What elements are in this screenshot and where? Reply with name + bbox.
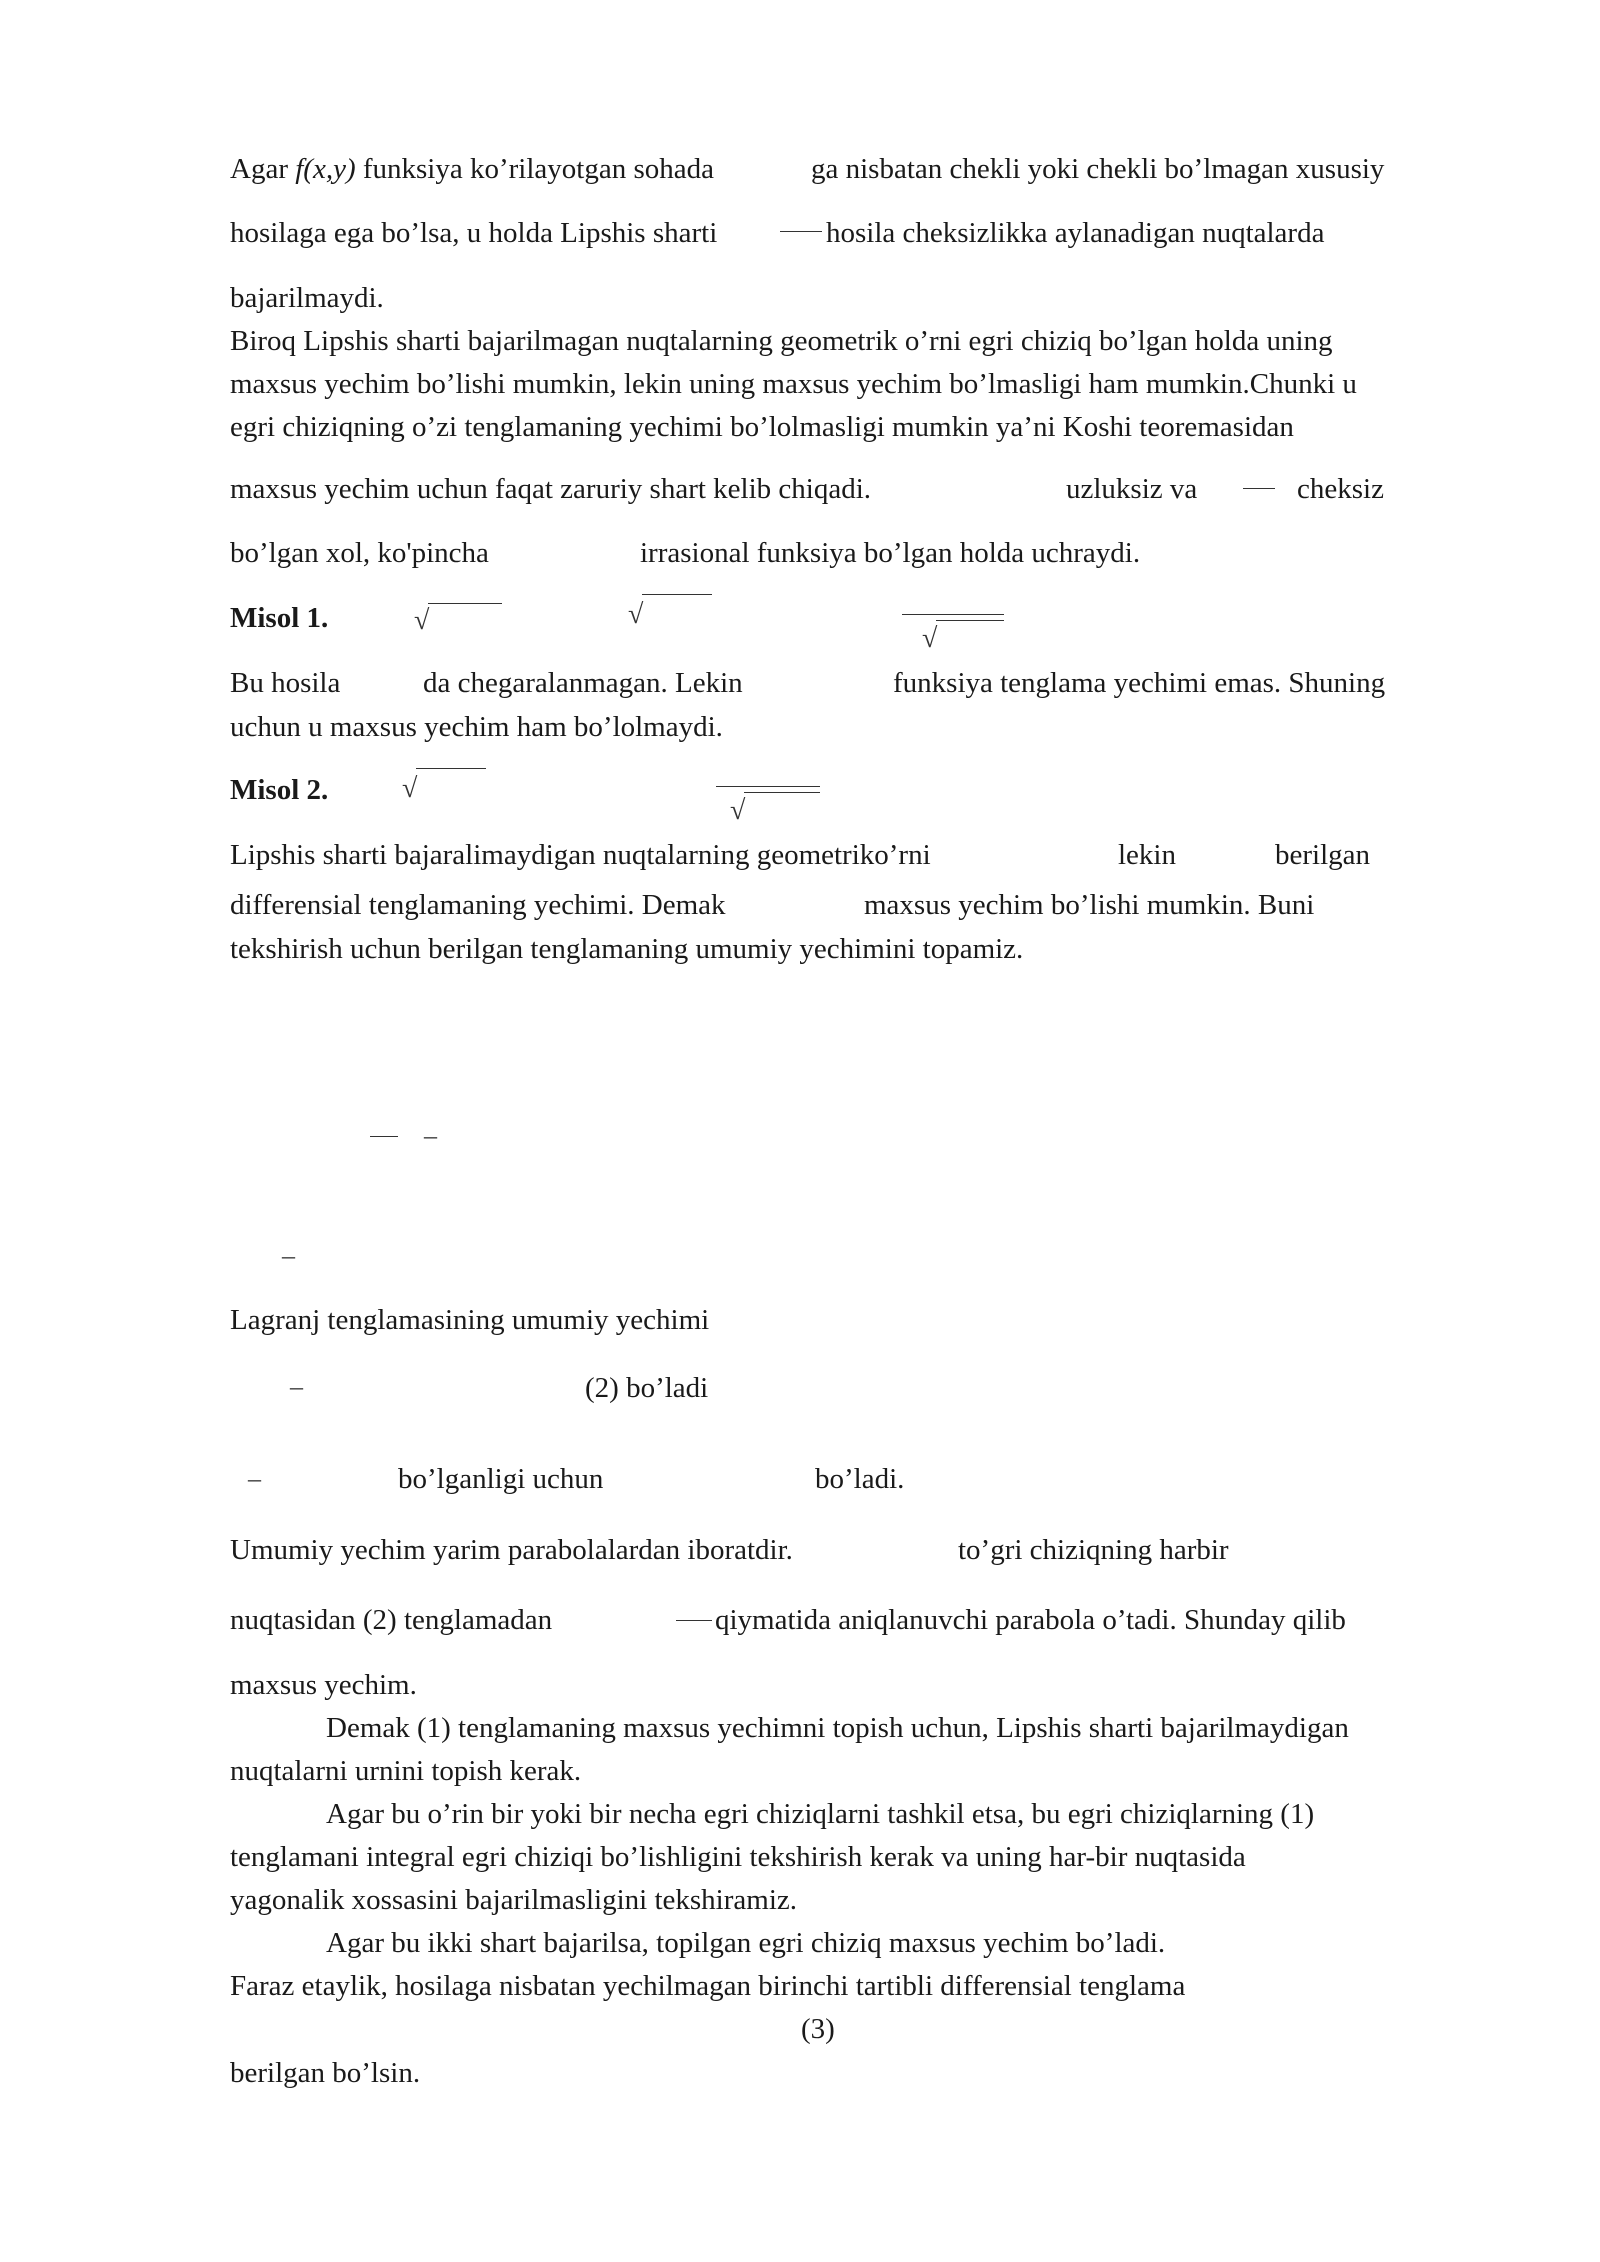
text-line: nuqtalarni urnini topish kerak. (230, 1755, 582, 1787)
text-fragment: maxsus yechim uchun faqat zaruriy shart kelib chiqadi. (230, 473, 872, 505)
text-fragment: bo’lganligi uchun (398, 1463, 604, 1495)
minus-sign: – (248, 1464, 261, 1493)
text-fragment: maxsus yechim bo’lishi mumkin. Buni (864, 889, 1315, 921)
fraction-bar (370, 1136, 398, 1137)
text-line: Agar bu ikki shart bajarilsa, topilgan egri chiziq maxsus yechim bo’ladi. (326, 1927, 1166, 1959)
text-line: bajarilmaydi. (230, 282, 384, 314)
text-fragment: Lipshis sharti bajaralimaydigan nuqtalarning geometriko’rni (230, 839, 931, 871)
text-fragment: da chegaralanmagan. Lekin (423, 667, 743, 699)
text-line: berilgan bo’lsin. (230, 2057, 421, 2089)
text-fragment: berilgan (1275, 839, 1371, 871)
example-heading: Misol 2. (230, 774, 329, 806)
text-fragment: ga nisbatan chekli yoki chekli bo’lmagan xususiy (811, 153, 1385, 185)
text-fragment: hosila cheksizlikka aylanadigan nuqtalarda (826, 217, 1325, 249)
minus-sign: – (424, 1121, 437, 1150)
text-fragment: Bu hosila (230, 667, 341, 699)
text-fragment: qiymatida aniqlanuvchi parabola o’tadi. Shunday qilib (715, 1604, 1346, 1636)
equation-label: (3) (801, 2013, 835, 2045)
text-fragment: funksiya ko’rilayotgan sohada (355, 153, 714, 185)
text-fragment: funksiya tenglama yechimi emas. Shuning (893, 667, 1386, 699)
text-fragment: Umumiy yechim yarim parabolalardan iboratdir. (230, 1534, 793, 1566)
text-line: egri chiziqning o’zi tenglamaning yechimi bo’lolmasligi mumkin ya’ni Koshi teoremasidan (230, 411, 1294, 443)
text-line: Agar bu o’rin bir yoki bir necha egri chiziqlarni tashkil etsa, bu egri chiziqlarning (1) (326, 1798, 1315, 1830)
fraction-bar (676, 1620, 712, 1621)
text-line: maxsus yechim bo’lishi mumkin, lekin uning maxsus yechim bo’lmasligi ham mumkin.Chunki u (230, 368, 1357, 400)
sqrt-symbol: √ (414, 605, 430, 636)
minus-sign: – (282, 1241, 295, 1270)
text-fragment: cheksiz (1297, 473, 1384, 505)
fraction-bar (780, 231, 822, 232)
sqrt-bar (744, 792, 820, 793)
text-line: maxsus yechim. (230, 1669, 417, 1701)
text-fragment: bo’lgan xol, ko'pincha (230, 537, 489, 569)
text-line (230, 152, 714, 186)
fraction-bar (1243, 488, 1275, 489)
fraction-bar (902, 614, 1004, 615)
sqrt-symbol: √ (628, 599, 644, 630)
text-line: yagonalik xossasini bajarilmasligini tekshiramiz. (230, 1884, 798, 1916)
text-line: Faraz etaylik, hosilaga nisbatan yechilmagan birinchi tartibli differensial tenglama (230, 1970, 1186, 2002)
text-fragment: to’gri chiziqning harbir (958, 1534, 1229, 1566)
text-line: tenglamani integral egri chiziqi bo’lishligini tekshirish kerak va uning har-bir nuqtasida (230, 1841, 1246, 1873)
example-heading: Misol 1. (230, 602, 329, 634)
text-line: uchun u maxsus yechim ham bo’lolmaydi. (230, 711, 723, 743)
sqrt-symbol: √ (922, 623, 938, 654)
text-fragment: nuqtasidan (2) tenglamadan (230, 1604, 553, 1636)
sqrt-bar (416, 768, 486, 769)
text-fragment: irrasional funksiya bo’lgan holda uchraydi. (640, 537, 1141, 569)
minus-sign: – (290, 1372, 303, 1401)
text-line: tekshirish uchun berilgan tenglamaning umumiy yechimini topamiz. (230, 933, 1024, 965)
text-line: Biroq Lipshis sharti bajarilmagan nuqtalarning geometrik o’rni egri chiziq bo’lgan holda uning (230, 325, 1333, 357)
text-line: Lagranj tenglamasining umumiy yechimi (230, 1304, 710, 1336)
text-fragment: differensial tenglamaning yechimi. Demak (230, 889, 726, 921)
text-line: Demak (1) tenglamaning maxsus yechimni topish uchun, Lipshis sharti bajarilmaydigan (326, 1712, 1349, 1744)
text-fragment: lekin (1118, 839, 1176, 871)
sqrt-bar (428, 603, 502, 604)
fraction-bar (716, 786, 820, 787)
sqrt-bar (936, 620, 1004, 621)
sqrt-bar (642, 594, 712, 595)
text-fragment: Agar (230, 153, 296, 185)
text-fragment: uzluksiz va (1066, 473, 1198, 505)
text-fragment: hosilaga ega bo’lsa, u holda Lipshis sharti (230, 217, 718, 249)
function-expression: f(x,y) (295, 153, 356, 185)
sqrt-symbol: √ (402, 773, 418, 804)
text-fragment: bo’ladi. (815, 1463, 905, 1495)
equation-label: (2) bo’ladi (585, 1372, 709, 1404)
sqrt-symbol: √ (730, 795, 746, 826)
